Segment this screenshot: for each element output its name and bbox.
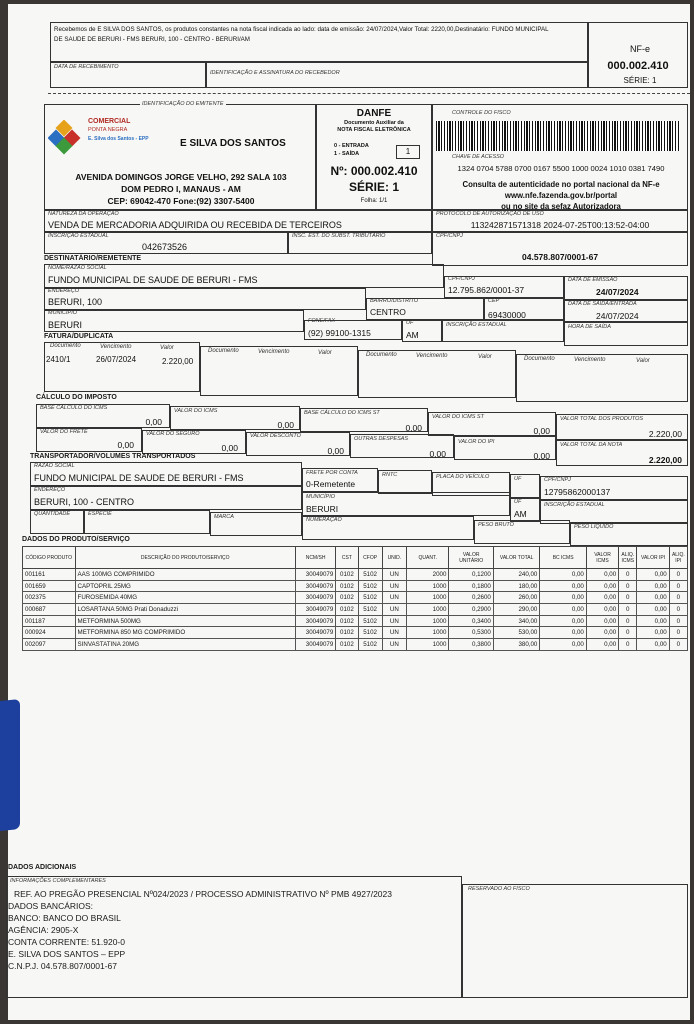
table-cell: 0 [669,627,687,639]
table-cell: 0 [669,604,687,616]
table-cell: 0 [619,580,637,592]
transp-razao-label: RAZÃO SOCIAL [34,463,75,469]
cnpj-emit-value: 04.578.807/0001-67 [522,252,599,262]
total-nota-label: VALOR TOTAL DA NOTA [560,442,623,448]
table-cell: 0,00 [586,627,618,639]
table-cell: 340,00 [493,615,539,627]
icms-st: 0,00 [533,426,550,436]
col-aliqicms: ALIQ. ICMS [619,547,637,569]
table-cell: 0,00 [586,615,618,627]
fatura-doc-label-2: Documento [208,348,239,354]
table-cell: 0,00 [540,639,586,651]
col-aliqipi: ALIQ. IPI [669,547,687,569]
col-vicms: VALOR ICMS [586,547,618,569]
dest-cnpj: 12.795.862/0001-37 [448,285,525,295]
controle-label: CONTROLE DO FISCO [452,110,511,116]
table-cell: METFORMINA 500MG [75,615,295,627]
emitente-endereco: AVENIDA DOMINGOS JORGE VELHO, 292 SALA 103 [75,172,287,182]
info-line: E. SILVA DOS SANTOS – EPP [8,949,126,959]
danfe-tipo: 1 [396,145,420,159]
table-cell: 0,00 [540,615,586,627]
table-cell: 0,00 [637,592,669,604]
logo-text-3: E. Silva dos Santos - EPP [88,136,149,142]
table-cell: 30049079 [295,639,335,651]
dest-ie-label: INSCRIÇÃO ESTADUAL [446,322,507,328]
canhoto-data-label: DATA DE RECEBIMENTO [54,64,119,70]
table-cell: 260,00 [493,592,539,604]
ie-st-label: INSC. EST. DO SUBST. TRIBUTÁRIO [292,233,386,239]
transp-cnpj-label: CPF/CNPJ [544,477,571,483]
table-cell: 0102 [336,569,358,581]
imposto-section: CÁLCULO DO IMPOSTO [36,394,117,401]
dest-endereco-label: ENDEREÇO [48,288,80,294]
table-cell: 30049079 [295,604,335,616]
danfe-entrada: 0 - ENTRADA [334,143,369,149]
col-ncm: NCM/SH [295,547,335,569]
dest-uf-label: UF [406,320,414,326]
desconto-label: VALOR DESCONTO [250,433,301,439]
table-cell: SINVASTATINA 20MG [75,639,295,651]
table-cell: CAPTOPRIL 25MG [75,580,295,592]
adicionais-section: DADOS ADICIONAIS [8,864,77,871]
table-cell: 000687 [23,604,76,616]
table-cell: 30049079 [295,627,335,639]
dest-fone: (92) 99100-1315 [308,328,371,338]
products-header-row [23,547,688,569]
emitente-bairro: DOM PEDRO I, MANAUS - AM [121,184,241,194]
danfe-sub1: Documento Auxiliar da [344,120,404,126]
danfe-title: DANFE [356,108,392,119]
protocolo-label: PROTOCOLO DE AUTORIZAÇÃO DE USO [436,211,544,217]
cut-line [48,93,690,94]
table-cell: 1000 [407,604,449,616]
table-cell: 2000 [407,569,449,581]
table-cell: 0102 [336,580,358,592]
table-cell: 0102 [336,639,358,651]
info-line: AGÊNCIA: 2905-X [8,925,79,935]
dest-cnpj-label: CPF/CNPJ [448,276,475,282]
fatura-vencimento: 26/07/2024 [96,355,137,364]
dest-nome: FUNDO MUNICIPAL DE SAUDE DE BERURI - FMS [48,275,258,285]
table-cell: 0102 [336,615,358,627]
table-cell: 240,00 [493,569,539,581]
fatura-venc-label-3: Vencimento [416,353,448,359]
fatura-valor: 2.220,00 [162,357,194,366]
col-descricao: DESCRIÇÃO DO PRODUTO/SERVIÇO [75,547,295,569]
transp-cnpj: 12795862000137 [544,487,611,497]
table-cell: 0 [669,639,687,651]
consulta-3: ou no site da sefaz Autorizadora [501,202,621,211]
table-cell: 0,00 [586,569,618,581]
transp-bruto-label: PESO BRUTO [478,522,514,528]
table-cell: 0,00 [637,569,669,581]
canhoto-numero: 000.002.410 [607,60,669,72]
table-cell: UN [382,615,406,627]
natureza-label: NATUREZA DA OPERAÇÃO [48,211,119,217]
transporte-section: TRANSPORTADOR/VOLUMES TRANSPORTADOS [30,453,196,460]
fisco-label: RESERVADO AO FISCO [468,886,530,892]
bc-st-label: BASE CÁLCULO DO ICMS ST [304,410,380,416]
logo-text-2: PONTA NEGRA [88,127,128,133]
table-cell: 0 [619,639,637,651]
transp-uf-label: UF [514,476,522,482]
col-cfop: CFOP [358,547,382,569]
col-quant: QUANT. [407,547,449,569]
table-cell: 0 [619,569,637,581]
icms: 0,00 [277,420,294,430]
transp-uf: AM [514,509,527,519]
consulta-1: Consulta de autenticidade no portal nacional da NF-e [462,180,660,189]
info-label: INFORMAÇÕES COMPLEMENTARES [10,878,106,884]
dest-saida-label: DATA DE SAÍDA/ENTRADA [568,301,637,307]
consulta-2: www.nfe.fazenda.gov.br/portal [504,191,618,200]
desconto: 0,00 [327,446,344,456]
table-cell: 0102 [336,604,358,616]
fatura-valor-label: Valor [160,345,174,351]
col-cst: CST [336,547,358,569]
icms-st-label: VALOR DO ICMS ST [432,414,484,420]
col-vunit: VALOR UNITÁRIO [449,547,493,569]
table-cell: 530,00 [493,627,539,639]
table-cell: 5102 [358,592,382,604]
table-cell: 1000 [407,639,449,651]
transp-numeracao-label: NUMERAÇÃO [306,517,342,523]
table-cell: 0 [669,580,687,592]
dest-cep: 69430000 [488,310,526,320]
table-cell: 0102 [336,592,358,604]
transp-frete-label: FRETE POR CONTA [306,470,358,476]
bc-st: 0,00 [405,423,422,433]
seguro: 0,00 [221,443,238,453]
table-cell: 30049079 [295,580,335,592]
chave-acesso: 1324 0704 5788 0700 0167 5500 1000 0024 1010 0381 7490 [457,164,665,173]
col-vipi: VALOR IPI [637,547,669,569]
dest-endereco: BERURI, 100 [48,297,103,307]
transp-qtd-label: QUANTIDADE [34,511,71,517]
fatura-documento: 2410/1 [46,355,71,364]
emitente-nome: E SILVA DOS SANTOS [180,138,286,149]
table-cell: 0,3400 [449,615,493,627]
table-cell: METFORMINA 850 MG COMPRIMIDO [75,627,295,639]
transp-liquido-label: PESO LÍQUIDO [574,524,614,530]
info-line: DADOS BANCÁRIOS: [8,901,94,911]
transp-ie-label: INSCRIÇÃO ESTADUAL [544,502,605,508]
table-cell: 001187 [23,615,76,627]
products-body [23,569,688,651]
table-row [23,592,688,604]
table-row [23,615,688,627]
fisco-box [462,884,688,998]
pen-object [0,699,20,831]
table-cell: 1000 [407,615,449,627]
danfe-saida: 1 - SAÍDA [334,151,360,157]
table-cell: 30049079 [295,592,335,604]
table-cell: UN [382,627,406,639]
table-cell: 0 [619,604,637,616]
fatura-venc-label: Vencimento [100,344,132,350]
dest-nome-label: NOME/RAZÃO SOCIAL [48,265,107,271]
table-cell: 0,2600 [449,592,493,604]
canhoto-serie: SÉRIE: 1 [623,76,657,85]
table-row [23,604,688,616]
table-row [23,569,688,581]
table-cell: UN [382,604,406,616]
table-cell: 180,00 [493,580,539,592]
dest-cep-label: CEP [488,298,500,304]
emitente-label: IDENTIFICAÇÃO DO EMITENTE [142,101,224,107]
table-cell: 0,00 [637,639,669,651]
table-row [23,580,688,592]
dest-emissao: 24/07/2024 [596,287,639,297]
protocolo-value: 113242871571318 2024-07-25T00:13:52-04:00 [470,220,650,230]
danfe-sub2: NOTA FISCAL ELETRÔNICA [337,127,411,133]
table-cell: 0,2900 [449,604,493,616]
table-row [23,627,688,639]
table-cell: 0 [669,592,687,604]
emitente-cep: CEP: 69042-470 Fone:(92) 3307-5400 [107,196,255,206]
info-line: CONTA CORRENTE: 51.920-0 [8,937,125,947]
table-cell: 001161 [23,569,76,581]
destinatario-section: DESTINATÁRIO/REMETENTE [44,255,142,262]
natureza-value: VENDA DE MERCADORIA ADQUIRIDA OU RECEBIDA DE TERCEIROS [48,220,342,230]
canhoto-assinatura-label: IDENTIFICAÇÃO E ASSINATURA DO RECEBEDOR [210,70,340,76]
table-cell: 0,00 [540,627,586,639]
table-cell: 0,00 [540,569,586,581]
fatura-section: FATURA/DUPLICATA [44,333,114,340]
table-cell: 290,00 [493,604,539,616]
danfe-folha: Folha: 1/1 [360,198,388,204]
table-cell: 380,00 [493,639,539,651]
table-cell: 0102 [336,627,358,639]
fatura-doc-label-3: Documento [366,352,397,358]
info-line: BANCO: BANCO DO BRASIL [8,913,121,923]
dest-municipio: BERURI [48,320,83,330]
transp-municipio: BERURI [306,504,339,514]
table-cell: 0,00 [637,580,669,592]
table-cell: 0,1200 [449,569,493,581]
bc-icms-label: BASE CÁLCULO DO ICMS [40,405,108,411]
danfe-numero: Nº: 000.002.410 [330,164,418,178]
table-cell: 0,00 [637,627,669,639]
dest-municipio-label: MUNICÍPIO [48,310,78,316]
frete-label: VALOR DO FRETE [40,429,88,435]
table-cell: 0,00 [540,592,586,604]
table-cell: 30049079 [295,569,335,581]
fatura-valor-label-3: Valor [478,354,492,360]
dest-hora-label: HORA DE SAÍDA [568,324,611,330]
table-cell: UN [382,639,406,651]
table-cell: 0,5300 [449,627,493,639]
company-logo [48,116,156,158]
products-table [22,546,688,651]
table-cell: FUROSEMIDA 40MG [75,592,295,604]
table-cell: 5102 [358,639,382,651]
fatura-valor-label-2: Valor [318,350,332,356]
table-cell: 0,00 [586,639,618,651]
info-lines [8,888,460,972]
transp-rntc-label: RNTC [382,472,398,478]
table-cell: 0,1800 [449,580,493,592]
table-cell: 5102 [358,615,382,627]
fatura-venc-label-4: Vencimento [574,357,606,363]
cnpj-emit-label: CPF/CNPJ [436,233,463,239]
table-cell: 5102 [358,569,382,581]
table-row [23,639,688,651]
table-cell: 0,00 [540,580,586,592]
transp-placa-label: PLACA DO VEÍCULO [436,474,490,480]
table-cell: 001659 [23,580,76,592]
bc-icms: 0,00 [145,417,162,427]
dest-saida: 24/07/2024 [596,311,639,321]
produtos-section: DADOS DO PRODUTO/SERVIÇO [22,536,130,543]
icms-label: VALOR DO ICMS [174,408,218,414]
info-line: REF. AO PREGÃO PRESENCIAL Nº024/2023 / PROCESSO ADMINISTRATIVO Nº PMB 4927/2023 [14,889,392,899]
dest-emissao-label: DATA DE EMISSÃO [568,277,618,283]
total-prod-label: VALOR TOTAL DOS PRODUTOS [560,416,644,422]
barcode [436,121,680,151]
dest-municipio-box [44,310,304,332]
table-cell: 0,00 [586,604,618,616]
transp-endereco: BERURI, 100 - CENTRO [34,497,135,507]
dest-fone-label: FONE/FAX [308,318,336,324]
dest-bairro: CENTRO [370,307,406,317]
fatura-valor-label-4: Valor [636,358,650,364]
ipi: 0,00 [533,451,550,461]
table-cell: 000924 [23,627,76,639]
table-cell: 002375 [23,592,76,604]
table-cell: 0,00 [637,615,669,627]
col-unid: UNID. [382,547,406,569]
transp-endereco-label: ENDEREÇO [34,487,66,493]
table-cell: UN [382,592,406,604]
outras: 0,00 [429,449,446,459]
table-cell: 1000 [407,580,449,592]
ie-value: 042673526 [142,242,188,252]
col-vtotal: VALOR TOTAL [493,547,539,569]
table-cell: 0 [619,592,637,604]
fatura-doc-label-4: Documento [524,356,555,362]
transp-marca-label: MARCA [214,514,234,520]
logo-text-1: COMERCIAL [88,118,131,125]
transp-uf2-label: UF [514,499,522,505]
fatura-venc-label-2: Vencimento [258,349,290,355]
table-cell: 1000 [407,627,449,639]
seguro-label: VALOR DO SEGURO [146,431,200,437]
table-cell: 0,00 [586,580,618,592]
table-cell: LOSARTANA 50MG Prati Donaduzzi [75,604,295,616]
table-cell: 0,00 [586,592,618,604]
table-cell: 0 [669,569,687,581]
table-cell: 002097 [23,639,76,651]
total-nota: 2.220,00 [648,455,682,465]
table-cell: 0 [619,615,637,627]
table-cell: 0,00 [540,604,586,616]
fatura-doc-label: Documento [50,343,81,349]
table-cell: 5102 [358,604,382,616]
info-line: C.N.P.J. 04.578.807/0001-67 [8,961,118,971]
transp-frete: 0-Remetente [306,479,356,489]
canhoto-text: Recebemos de E SILVA DOS SANTOS, os produtos constantes na nota fiscal indicada ao lado: data de emissão: 24/07/2024,Valor Total: 2220,00,Destinatário: FUNDO MUNICIPAL [54,26,549,33]
chave-label: CHAVE DE ACESSO [452,154,505,160]
col-bcicms: BC ICMS [540,547,586,569]
table-cell: 5102 [358,627,382,639]
transp-especie-label: ESPÉCIE [88,511,112,517]
table-cell: 0 [669,615,687,627]
table-cell: UN [382,569,406,581]
table-cell: UN [382,580,406,592]
table-cell: 1000 [407,592,449,604]
outras-label: OUTRAS DESPESAS [354,436,409,442]
dest-bairro-label: BAIRRO/DISTRITO [370,298,419,304]
ipi-label: VALOR DO IPI [458,439,495,445]
transp-razao: FUNDO MUNICIPAL DE SAUDE DE BERURI - FMS [34,473,244,483]
table-cell: 30049079 [295,615,335,627]
danfe-serie: SÉRIE: 1 [348,180,399,194]
table-cell: 5102 [358,580,382,592]
dest-uf: AM [406,330,419,340]
ie-label: INSCRIÇÃO ESTADUAL [48,233,109,239]
canhoto-text2: DE SAUDE DE BERURI - FMS BERURI, 100 - CENTRO - BERURI/AM [54,36,250,43]
transp-municipio-label: MUNICÍPIO [306,494,336,500]
table-cell: 0 [619,627,637,639]
col-codigo: CÓDIGO PRODUTO [23,547,76,569]
table-cell: AAS 100MG COMPRIMIDO [75,569,295,581]
total-prod: 2.220,00 [648,429,682,439]
frete: 0,00 [117,440,134,450]
canhoto-nfe-label: NF-e [630,44,650,54]
table-cell: 0,00 [637,604,669,616]
table-cell: 0,3800 [449,639,493,651]
